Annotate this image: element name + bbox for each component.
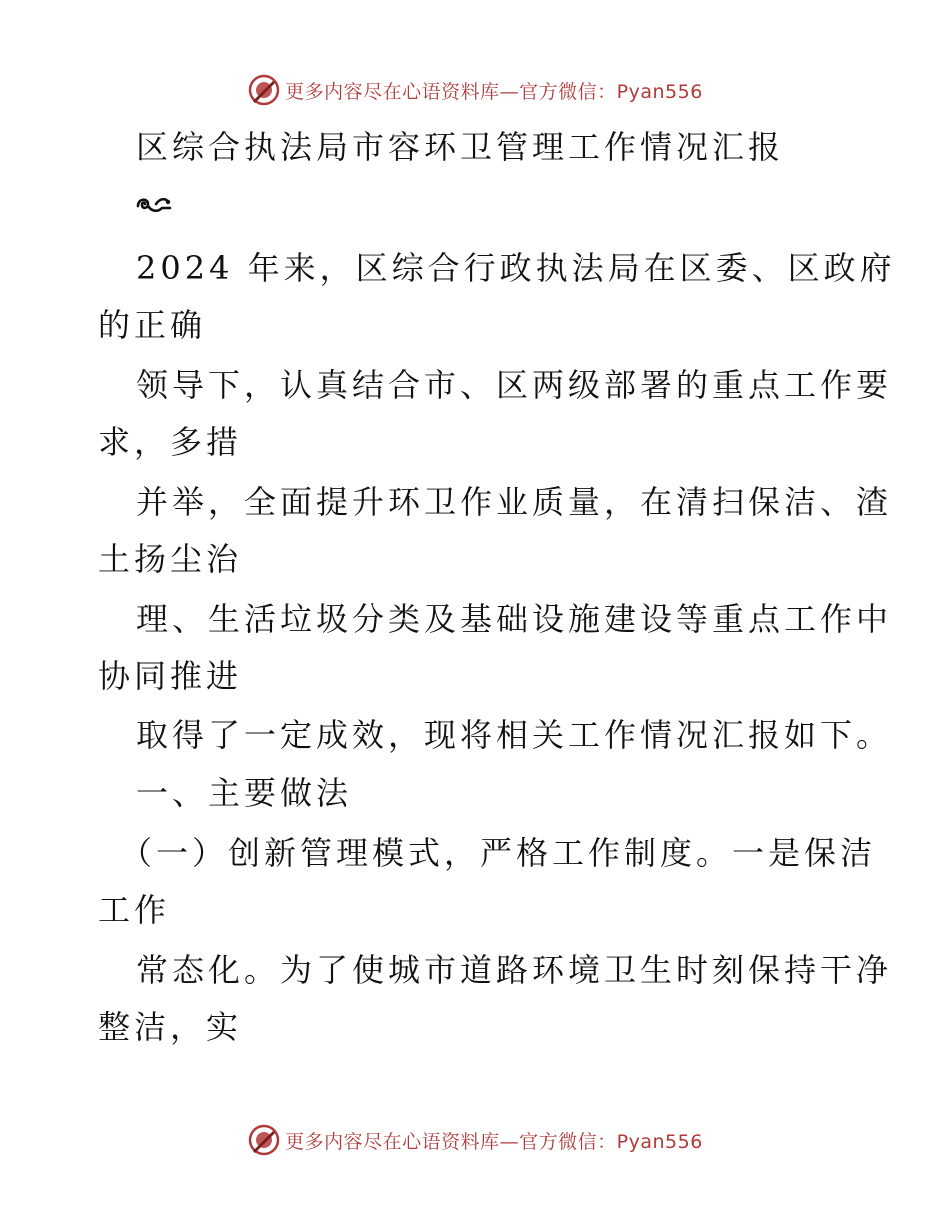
wechat-id: Pyan556 (616, 80, 703, 103)
fleuron-ornament-icon (134, 190, 174, 220)
body-line: 土扬尘治 (98, 540, 243, 578)
banner-text: 更多内容尽在心语资料库—官方微信：Pyan556 (285, 1130, 703, 1153)
pen-logo-icon (247, 73, 281, 107)
body-line: 的正确 (98, 306, 207, 344)
body-line: 2024 年来，区综合行政执法局在区委、区政府 (136, 249, 896, 287)
pen-logo-icon (247, 1123, 281, 1157)
banner-text: 更多内容尽在心语资料库—官方微信：Pyan556 (285, 80, 703, 103)
document-title: 区综合执法局市容环卫管理工作情况汇报 (136, 128, 785, 166)
body-line: （一）创新管理模式，严格工作制度。一是保洁 (120, 834, 877, 872)
body-line: 取得了一定成效，现将相关工作情况汇报如下。 (136, 716, 893, 754)
body-line: 理、生活垃圾分类及基础设施建设等重点工作中 (136, 600, 893, 638)
header-banner (0, 70, 950, 110)
body-line: 领导下，认真结合市、区两级部署的重点工作要 (136, 366, 893, 404)
body-line: 工作 (98, 891, 171, 929)
body-line: 常态化。为了使城市道路环境卫生时刻保持干净 (136, 951, 893, 989)
footer-banner (0, 1120, 950, 1160)
section-heading: 一、主要做法 (136, 774, 353, 812)
body-line: 并举，全面提升环卫作业质量，在清扫保洁、渣 (136, 483, 893, 521)
body-line: 协同推进 (98, 657, 243, 695)
body-line: 求，多措 (98, 423, 243, 461)
wechat-id: Pyan556 (616, 1130, 703, 1153)
body-line: 整洁，实 (98, 1008, 243, 1046)
